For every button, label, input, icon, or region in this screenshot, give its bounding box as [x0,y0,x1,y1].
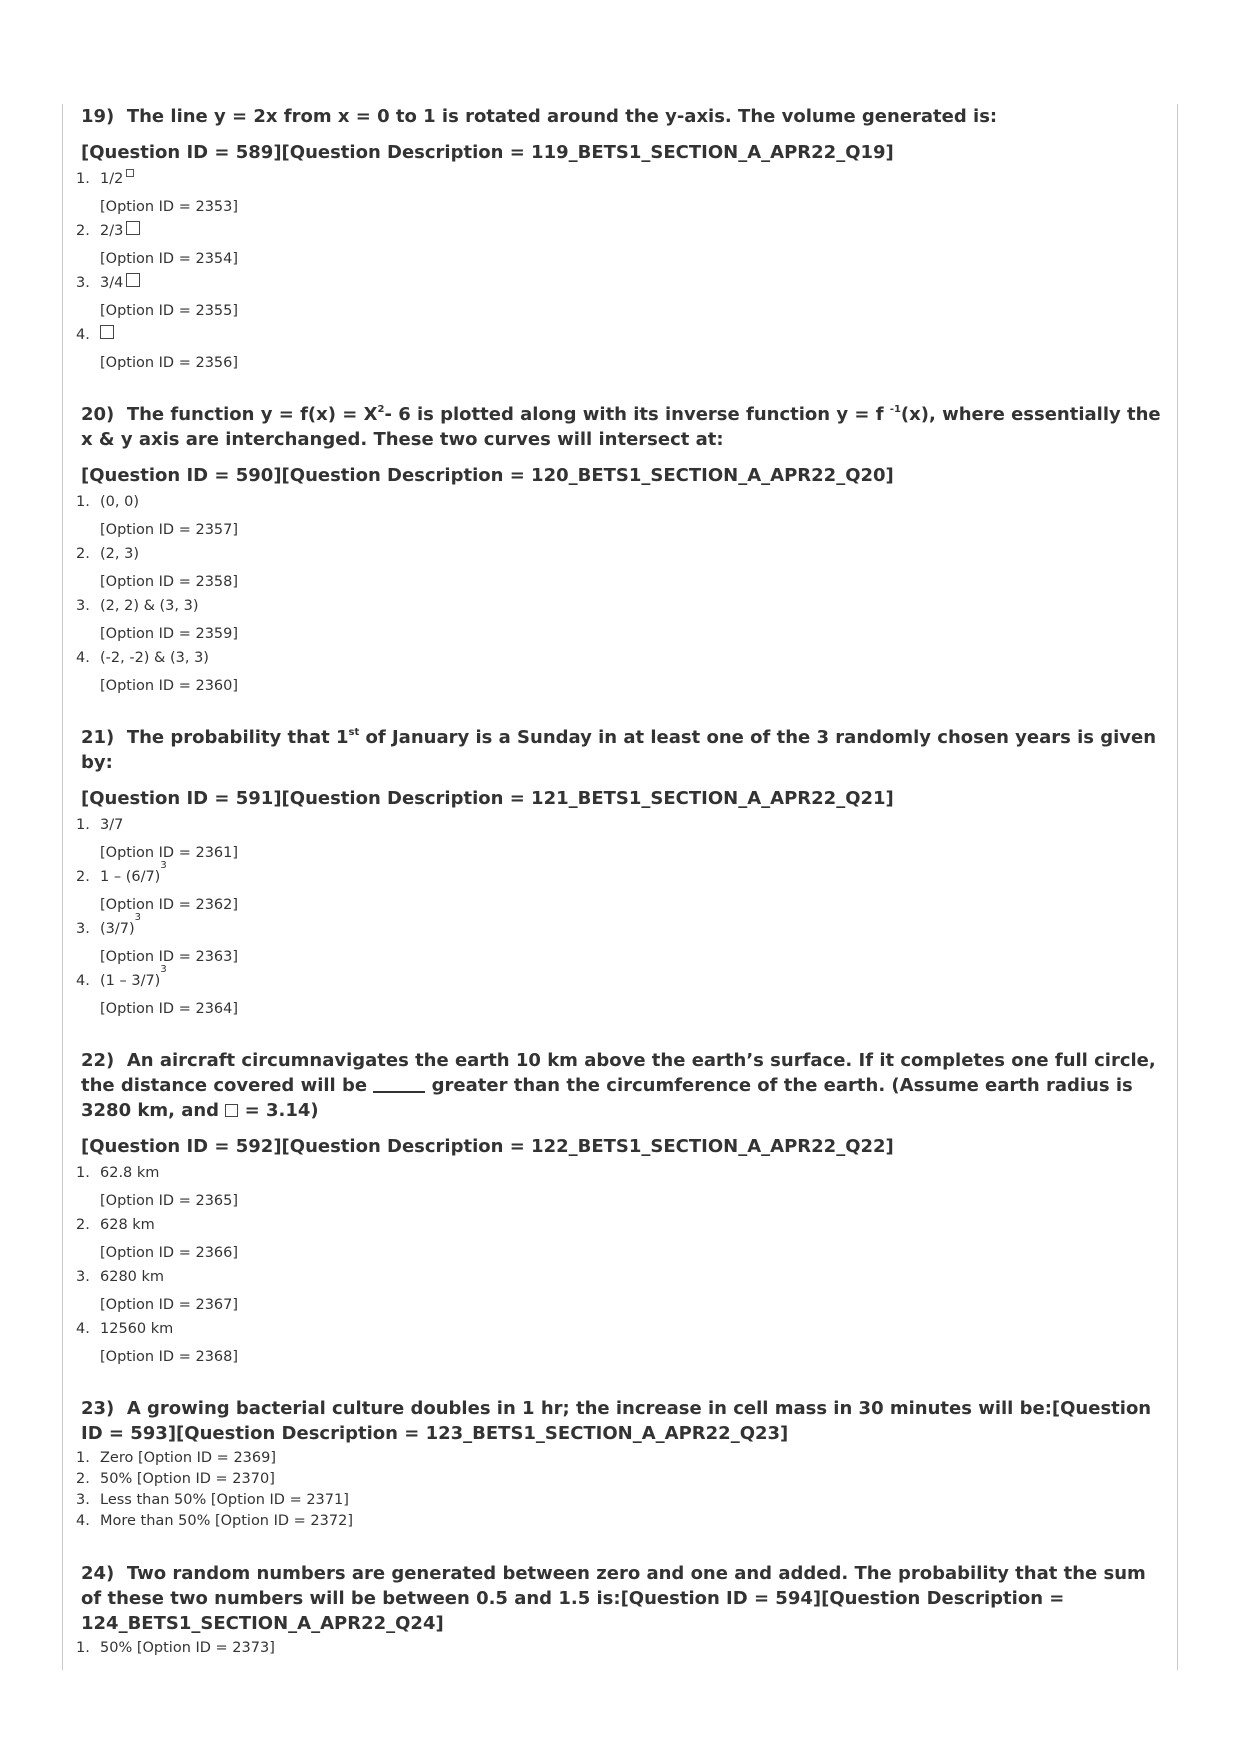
option-line [76,273,1166,293]
option-3[interactable] [76,273,1166,321]
symbol-box-icon [126,221,140,235]
option-number: 2. [76,1217,90,1233]
text-span: 3/7 [100,817,124,833]
question-list [76,104,1166,1688]
option-line [76,964,1166,991]
option-number: 1. [76,1165,90,1181]
text-span: (0, 0) [100,494,139,510]
option-id: [Option ID = 2355] [100,303,239,319]
option-id: [Option ID = 2361] [100,845,239,861]
option-list [76,1448,1166,1532]
option-line [76,1319,1166,1339]
option-line [76,492,1166,512]
option-id: [Option ID = 2364] [100,1001,239,1017]
question-21 [76,725,1166,1019]
option-1[interactable] [76,1638,1166,1659]
option-number: 4. [76,1321,90,1337]
option-id: [Option ID = 2353] [100,199,239,215]
option-number: 4. [76,327,90,343]
text-span: (2, 3) [100,546,139,562]
option-3[interactable] [76,596,1166,644]
option-list [76,1163,1166,1367]
text-span: The line y = 2x from x = 0 to 1 is rotated around the y-axis. The volume generated is: [126,106,998,127]
question-meta: [Question ID = 590][Question Description = 120_BETS1_SECTION_A_APR22_Q20] [81,465,894,486]
text-span: (1 – 3/7) [100,973,161,989]
text-span: 50% [Option ID = 2370] [100,1471,275,1487]
text-span: 1 – (6/7) [100,869,161,885]
question-text [76,1048,1166,1123]
question-text [76,104,1166,129]
option-1[interactable] [76,1163,1166,1211]
option-number: 2. [76,1471,90,1487]
option-number: 3. [76,921,90,937]
option-2[interactable] [76,1215,1166,1263]
text-span: A growing bacterial culture doubles in 1 hr; the increase in cell mass in 30 minutes will be:[Question ID = 593][Question Description = 123_BETS1_SECTION_A_APR22_Q23] [81,1398,1152,1444]
superscript: 2 [377,404,385,415]
option-number: 1. [76,1640,90,1656]
option-id: [Option ID = 2359] [100,626,239,642]
option-line [76,1267,1166,1287]
option-line [76,221,1166,241]
symbol-box-icon [225,1104,238,1117]
text-span: 50% [Option ID = 2373] [100,1640,275,1656]
option-line [76,325,1166,345]
option-line [76,1469,1166,1490]
option-4[interactable] [76,1511,1166,1532]
text-span: 21) [81,727,115,748]
option-1[interactable] [76,492,1166,540]
option-line [76,169,1166,189]
option-line [76,1448,1166,1469]
fill-blank [373,1077,425,1093]
text-span: of January is a Sunday in at least one of the 3 randomly chosen years is given by: [81,727,1157,773]
option-line [76,912,1166,939]
question-23 [76,1396,1166,1532]
question-text [76,725,1166,775]
text-span: 19) [81,106,115,127]
option-number: 2. [76,546,90,562]
text-span: (2, 2) & (3, 3) [100,598,199,614]
option-number: 3. [76,598,90,614]
option-id: [Option ID = 2366] [100,1245,239,1261]
text-span: 22) [81,1050,115,1071]
option-line [76,1490,1166,1511]
text-span: Two random numbers are generated between zero and one and added. The probability that the sum of these two numbers will be between 0.5 and 1.5 is:[Question ID = 594][Question Description = 124_BETS1_SECTION_A_APR22_Q24] [81,1563,1146,1634]
question-meta: [Question ID = 591][Question Description = 121_BETS1_SECTION_A_APR22_Q21] [81,788,894,809]
option-line [76,648,1166,668]
option-list [76,815,1166,1019]
symbol-box-icon [126,273,140,287]
option-id: [Option ID = 2357] [100,522,239,538]
question-text [76,1396,1166,1446]
option-2[interactable] [76,860,1166,915]
option-number: 2. [76,223,90,239]
question-meta: [Question ID = 589][Question Description = 119_BETS1_SECTION_A_APR22_Q19] [81,142,894,163]
text-span: 20) [81,404,115,425]
option-id: [Option ID = 2354] [100,251,239,267]
text-span: 6280 km [100,1269,165,1285]
option-id: [Option ID = 2368] [100,1349,239,1365]
text-span: 2/3 [100,223,124,239]
option-2[interactable] [76,221,1166,269]
text-span: 12560 km [100,1321,174,1337]
text-span: 3/4 [100,275,124,291]
option-id: [Option ID = 2367] [100,1297,239,1313]
question-24 [76,1561,1166,1659]
superscript: -1 [889,404,901,415]
text-span: 24) [81,1563,115,1584]
option-number: 1. [76,171,90,187]
option-number: 4. [76,1513,90,1529]
option-4[interactable] [76,648,1166,696]
text-span: (3/7) [100,921,135,937]
option-number: 1. [76,1450,90,1466]
text-span: = 3.14) [244,1100,319,1121]
option-3[interactable] [76,912,1166,967]
text-span: 23) [81,1398,115,1419]
text-span: greater than the circumference of the earth. (Assume earth radius is 3280 km, and [81,1075,1133,1121]
superscript: 3 [160,860,167,871]
option-2[interactable] [76,544,1166,592]
text-span: (x), where essentially the x & y axis are interchanged. These two curves will intersect at: [81,404,1161,450]
option-list [76,1638,1166,1659]
text-span: More than 50% [Option ID = 2372] [100,1513,353,1529]
option-number: 4. [76,973,90,989]
option-id: [Option ID = 2363] [100,949,239,965]
option-list [76,492,1166,696]
option-1[interactable] [76,169,1166,217]
option-4[interactable] [76,325,1166,373]
text-span: 62.8 km [100,1165,160,1181]
superscript: 3 [160,964,167,975]
option-line [76,596,1166,616]
option-number: 1. [76,494,90,510]
option-3[interactable] [76,1267,1166,1315]
option-id: [Option ID = 2362] [100,897,239,913]
question-19 [76,104,1166,373]
text-span: 628 km [100,1217,155,1233]
option-id: [Option ID = 2360] [100,678,239,694]
text-span: Less than 50% [Option ID = 2371] [100,1492,349,1508]
option-4[interactable] [76,1319,1166,1367]
question-20 [76,402,1166,696]
option-list [76,169,1166,373]
option-number: 2. [76,869,90,885]
option-line [76,544,1166,564]
option-line [76,1638,1166,1659]
option-number: 1. [76,817,90,833]
option-line [76,1511,1166,1532]
option-3[interactable] [76,1490,1166,1511]
question-text [76,1561,1166,1636]
text-span: The function y = f(x) = X [126,404,378,425]
option-line [76,1215,1166,1235]
question-meta: [Question ID = 592][Question Description = 122_BETS1_SECTION_A_APR22_Q22] [81,1136,894,1157]
option-1[interactable] [76,815,1166,863]
question-22 [76,1048,1166,1367]
option-line [76,815,1166,835]
option-line [76,1163,1166,1183]
option-number: 3. [76,1492,90,1508]
superscript: st [348,727,360,738]
option-1[interactable] [76,1448,1166,1469]
option-number: 3. [76,275,90,291]
text-span: The probability that 1 [126,727,349,748]
option-id: [Option ID = 2356] [100,355,239,371]
option-2[interactable] [76,1469,1166,1490]
question-text [76,402,1166,452]
text-span: Zero [Option ID = 2369] [100,1450,277,1466]
superscript: 3 [134,912,142,923]
text-span: (-2, -2) & (3, 3) [100,650,209,666]
text-span: 1/2 [100,171,124,187]
option-line [76,860,1166,887]
text-span: - 6 is plotted along with its inverse function y = f [384,404,890,425]
text-span: An aircraft circumnavigates the earth 10 km above the earth’s surface. If it completes one full circle, the distance covered will be [81,1050,1156,1096]
option-id: [Option ID = 2358] [100,574,239,590]
symbol-box-icon [126,169,134,177]
option-4[interactable] [76,964,1166,1019]
option-number: 3. [76,1269,90,1285]
option-id: [Option ID = 2365] [100,1193,239,1209]
symbol-box-icon [100,325,114,339]
option-number: 4. [76,650,90,666]
